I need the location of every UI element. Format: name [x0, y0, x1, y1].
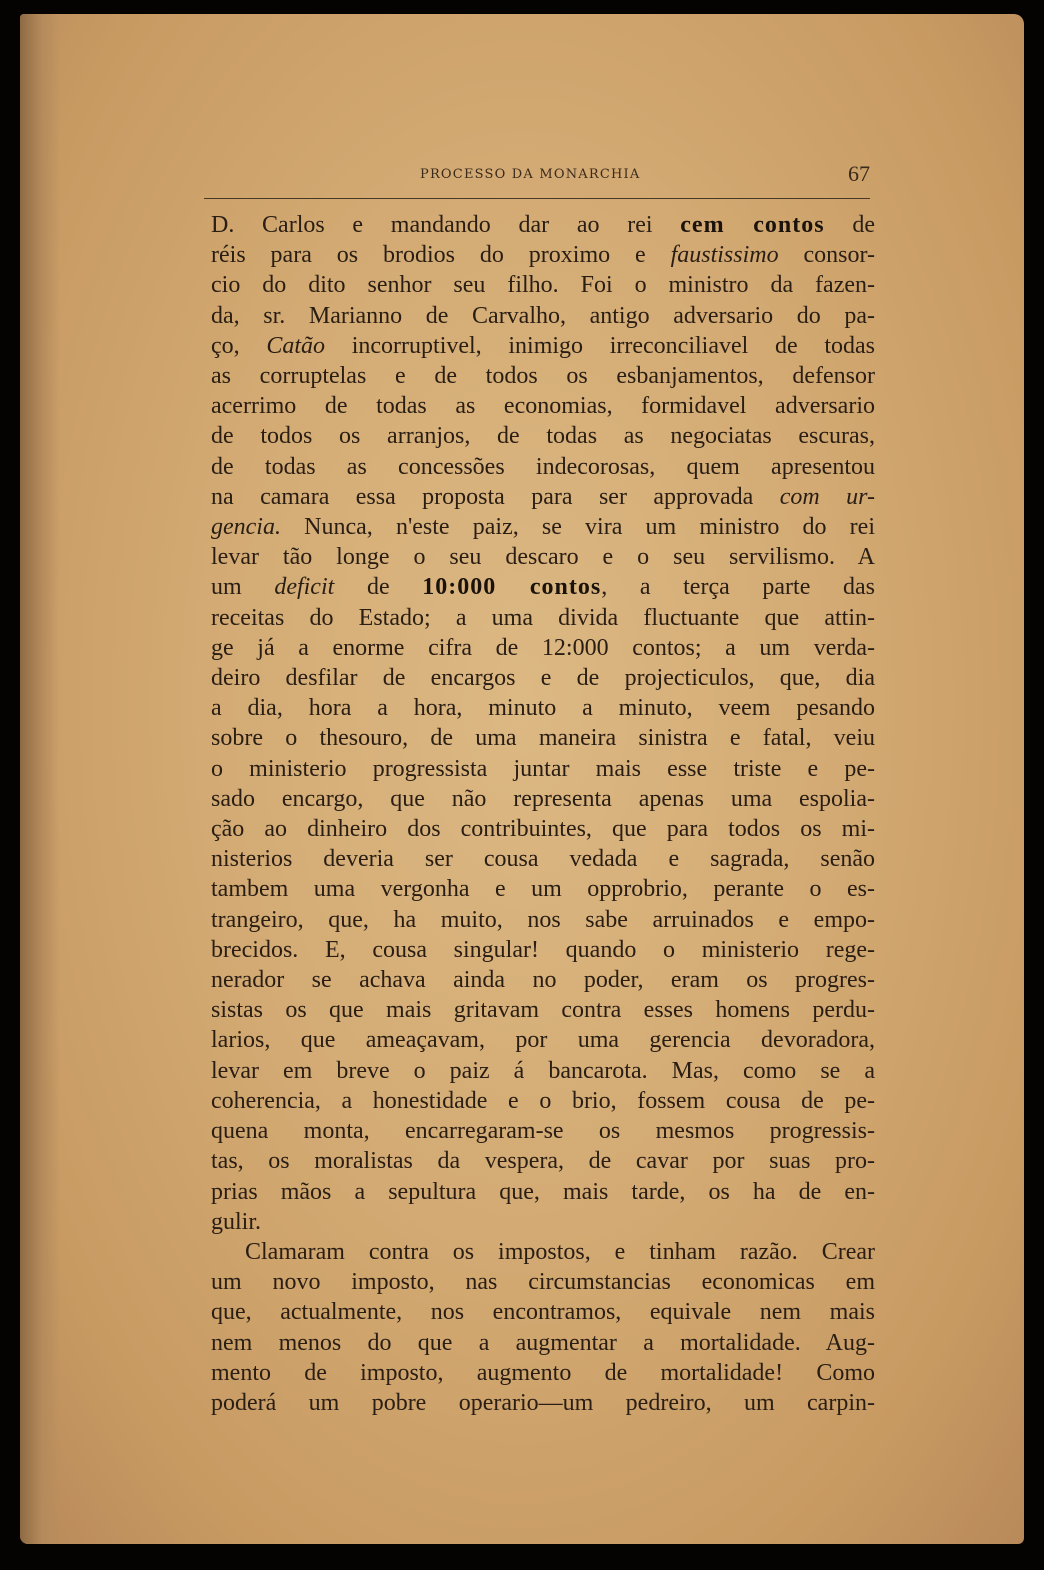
text-line: [211, 1328, 875, 1358]
text-run: larios, que ameaçavam, por uma gerencia devoradora,: [211, 1027, 875, 1054]
text-run: cio do dito senhor seu filho. Foi o ministro da fazen-: [211, 272, 875, 299]
text-run: o ministerio progressista juntar mais esse triste e pe-: [211, 755, 875, 782]
text-run: tambem uma vergonha e um opprobrio, perante o es-: [211, 876, 875, 903]
text-line: [211, 754, 875, 784]
text-run: sistas os que mais gritavam contra esses homens perdu-: [211, 997, 875, 1024]
text-run: mento de imposto, augmento de mortalidade! Como: [211, 1359, 875, 1386]
text-run: sado encargo, que não representa apenas uma espolia-: [211, 785, 875, 812]
text-run: de: [824, 212, 875, 238]
text-run: gulir.: [211, 1208, 262, 1235]
text-line: [211, 1177, 875, 1207]
text-line: [211, 693, 875, 723]
text-run: um: [211, 574, 275, 601]
text-line: [211, 603, 875, 633]
text-line: [211, 391, 875, 421]
book-page: [20, 14, 1024, 1544]
text-run: as corruptelas e de todos os esbanjamentos, defensor: [211, 363, 875, 390]
italic-text: Catão: [266, 332, 326, 359]
text-run: tas, os moralistas da vespera, de cavar por suas pro-: [211, 1148, 875, 1175]
text-line: [211, 663, 875, 693]
header-rule: [204, 198, 870, 199]
text-line: [211, 905, 875, 935]
text-run: sobre o thesouro, de uma maneira sinistra e fatal, veiu: [211, 725, 875, 752]
text-run: de: [334, 574, 423, 601]
text-run: deiro desfilar de encargos e de projecticulos, que, dia: [211, 665, 875, 692]
text-run: que, actualmente, nos encontramos, equivale nem mais: [211, 1299, 875, 1326]
text-line: [211, 452, 875, 482]
text-line: [211, 935, 875, 965]
text-run: coherencia, a honestidade e o brio, fossem cousa de pe-: [211, 1087, 875, 1114]
text-line: [211, 844, 875, 874]
text-line: [211, 784, 875, 814]
text-line: [211, 361, 875, 391]
text-line: [211, 301, 875, 331]
body-text: [211, 210, 875, 1418]
text-run: nem menos do que a augmentar a mortalidade. Aug-: [211, 1329, 875, 1356]
italic-text: com ur-: [779, 483, 875, 510]
text-run: um novo imposto, nas circumstancias economicas em: [211, 1269, 875, 1296]
text-line: [211, 723, 875, 753]
text-line: [211, 512, 875, 542]
text-line: [211, 874, 875, 904]
italic-text: gencia.: [211, 514, 281, 541]
text-run: prias mãos a sepultura que, mais tarde, os ha de en-: [211, 1178, 875, 1205]
text-run: consor-: [778, 242, 875, 269]
text-line: [211, 421, 875, 451]
text-line: [211, 240, 875, 270]
text-run: ção ao dinheiro dos contribuintes, que para todos os mi-: [211, 816, 875, 843]
text-line: [211, 965, 875, 995]
text-run: Nunca, n'este paiz, se vira um ministro do rei: [280, 514, 875, 541]
text-run: levar em breve o paiz á bancarota. Mas, como se a: [211, 1057, 875, 1084]
bold-text: cem contos: [680, 212, 825, 238]
text-run: trangeiro, que, ha muito, nos sabe arruinados e empo-: [211, 906, 875, 933]
text-line: [211, 995, 875, 1025]
text-line: [211, 1267, 875, 1297]
text-run: , a terça parte das: [601, 574, 875, 601]
text-run: D. Carlos e mandando dar ao rei: [211, 212, 681, 238]
text-run: poderá um pobre operario—um pedreiro, um carpin-: [211, 1389, 875, 1416]
text-run: acerrimo de todas as economias, formidavel adversario: [211, 393, 875, 420]
italic-text: deficit: [274, 574, 335, 601]
text-line: [211, 1086, 875, 1116]
text-run: incorruptivel, inimigo irreconciliavel de todas: [325, 332, 875, 359]
text-run: brecidos. E, cousa singular! quando o ministerio rege-: [211, 936, 875, 963]
text-line: [211, 482, 875, 512]
text-line: [211, 633, 875, 663]
text-line: [211, 1358, 875, 1388]
running-title: PROCESSO DA MONARCHIA: [420, 167, 641, 182]
text-line: [211, 1116, 875, 1146]
text-run: ge já a enorme cifra de 12:000 contos; a um verda-: [211, 634, 875, 661]
page-number: 67: [848, 161, 870, 186]
text-run: a dia, hora a hora, minuto a minuto, veem pesando: [211, 695, 875, 722]
text-line: [211, 270, 875, 300]
text-run: nisterios deveria ser cousa vedada e sagrada, senão: [211, 846, 875, 873]
text-line: [211, 331, 875, 361]
text-run: levar tão longe o seu descaro e o seu servilismo. A: [211, 544, 875, 571]
text-line: [211, 1237, 875, 1267]
text-line: [211, 572, 875, 602]
text-run: de todos os arranjos, de todas as negociatas escuras,: [211, 423, 875, 450]
text-line: [211, 814, 875, 844]
text-line: [211, 1146, 875, 1176]
text-line: [211, 1207, 875, 1237]
text-run: nerador se achava ainda no poder, eram os progres-: [211, 967, 875, 994]
text-run: da, sr. Marianno de Carvalho, antigo adversario do pa-: [211, 302, 875, 329]
text-run: receitas do Estado; a uma divida fluctuante que attin-: [211, 604, 875, 631]
text-run: na camara essa proposta para ser approvada: [211, 483, 780, 510]
text-line: [211, 542, 875, 572]
text-run: de todas as concessões indecorosas, quem apresentou: [211, 453, 875, 480]
text-run: quena monta, encarregaram-se os mesmos progressis-: [211, 1118, 875, 1145]
text-line: [211, 1297, 875, 1327]
text-run: ço,: [211, 332, 267, 359]
text-line: [211, 1025, 875, 1055]
italic-text: faustissimo: [670, 242, 779, 269]
text-run: Clamaram contra os impostos, e tinham razão. Crear: [245, 1238, 875, 1265]
bold-text: 10:000 contos: [422, 574, 602, 601]
text-line: [211, 1388, 875, 1418]
text-run: réis para os brodios do proximo e: [211, 242, 671, 269]
page-header: [190, 157, 870, 197]
page-spine-shadow: [20, 14, 60, 1544]
text-line: [211, 1056, 875, 1086]
text-line: [211, 210, 875, 240]
